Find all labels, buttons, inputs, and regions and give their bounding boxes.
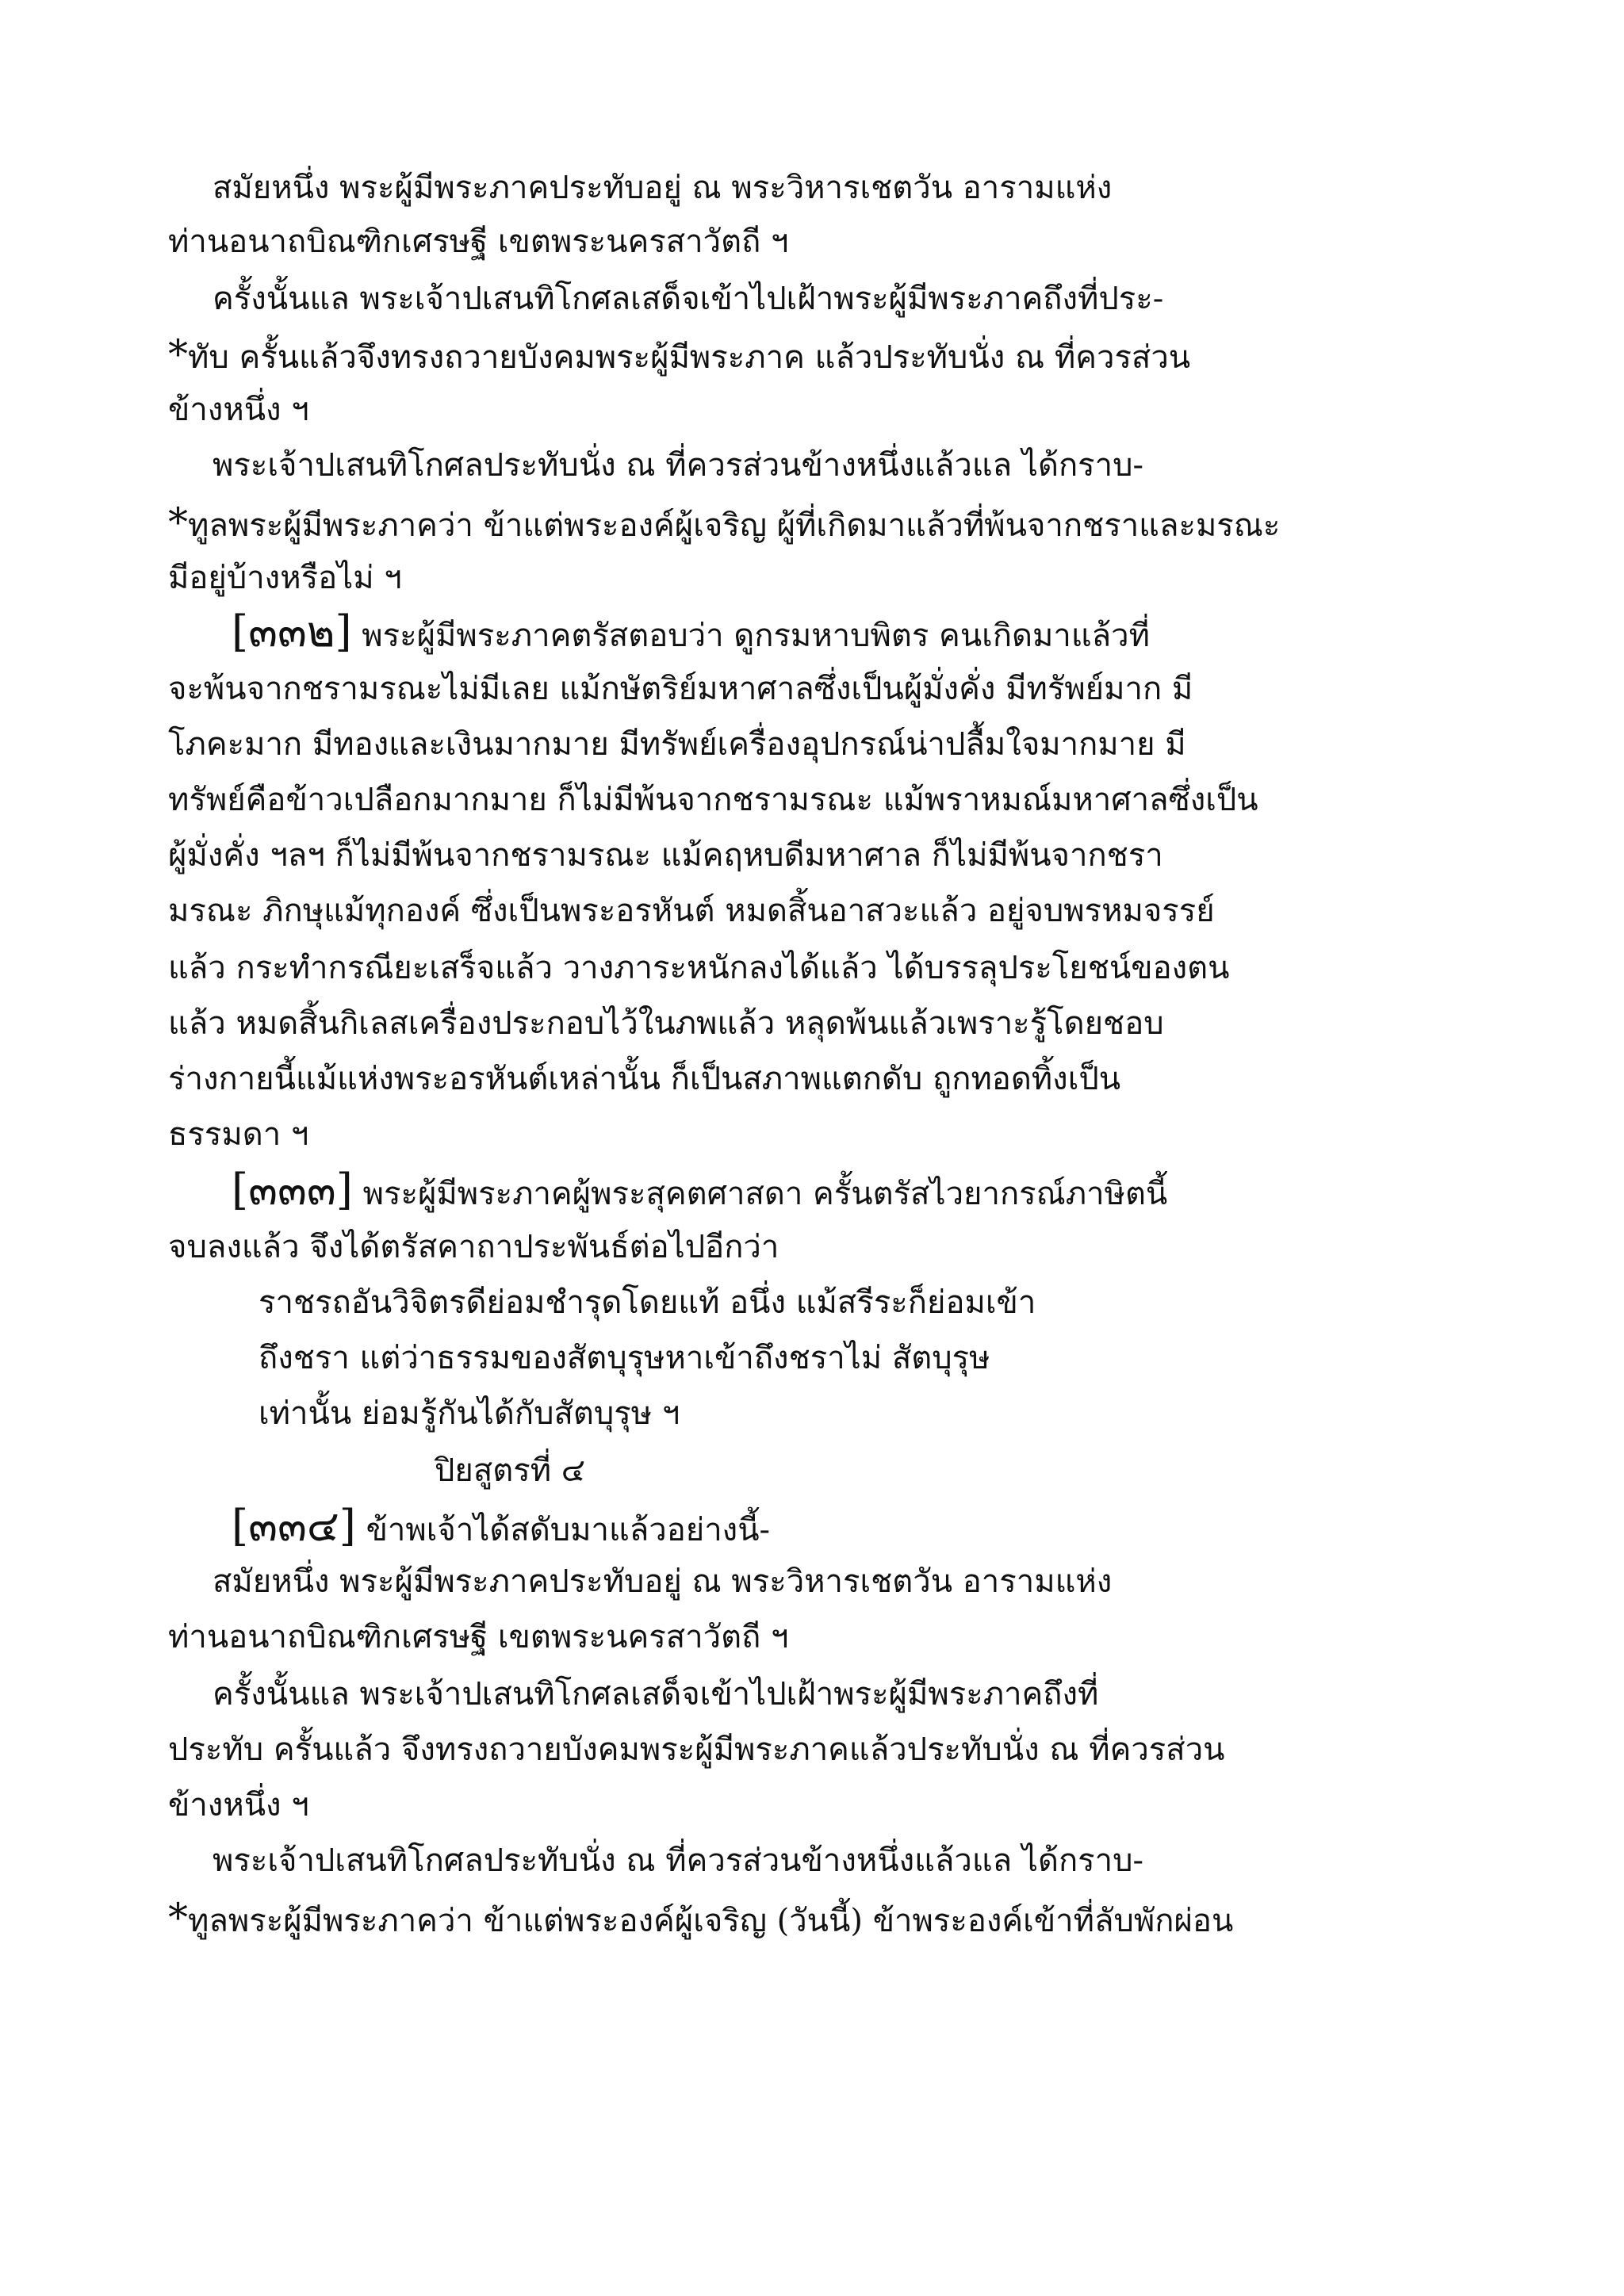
text-line: ธรรมดา ฯ: [168, 1116, 309, 1153]
continuation-mark: *: [168, 499, 188, 545]
text-line: มีอยู่บ้างหรือไม่ ฯ: [168, 560, 402, 596]
text-line: แล้ว กระทำกรณียะเสร็จแล้ว วางภาระหนักลงได้แล้ว ได้บรรลุประโยชน์ของตน: [168, 950, 1230, 986]
text-line: ครั้งนั้นแล พระเจ้าปเสนทิโกศลเสด็จเข้าไปเฝ้าพระผู้มีพระภาคถึงที่ประ-: [213, 281, 1164, 317]
continuation-mark: *: [168, 1895, 188, 1941]
text-line: ท่านอนาถบิณฑิกเศรษฐี เขตพระนครสาวัตถี ฯ: [168, 224, 789, 260]
text-line: ครั้งนั้นแล พระเจ้าปเสนทิโกศลเสด็จเข้าไปเฝ้าพระผู้มีพระภาคถึงที่: [213, 1676, 1099, 1712]
verse-line: ถึงชรา แต่ว่าธรรมของสัตบุรุษหาเข้าถึงชราไม่ สัตบุรุษ: [259, 1340, 990, 1376]
text-line: พระเจ้าปเสนทิโกศลประทับนั่ง ณ ที่ควรส่วนข้างหนึ่งแล้วแล ได้กราบ-: [213, 447, 1144, 484]
text-line: [๓๓๔] ข้าพเจ้าได้สดับมาแล้วอย่างนี้-: [232, 1501, 771, 1551]
text-line: สมัยหนึ่ง พระผู้มีพระภาคประทับอยู่ ณ พระวิหารเชตวัน อารามแห่ง: [213, 170, 1113, 206]
text-line: โภคะมาก มีทองและเงินมากมาย มีทรัพย์เครื่องอุปกรณ์น่าปลื้มใจมากมาย มี: [168, 726, 1186, 763]
text-line: [๓๓๓] พระผู้มีพระภาคผู้พระสุคตศาสดา ครั้นตรัสไวยากรณ์ภาษิตนี้: [232, 1165, 1168, 1215]
text-line: ท่านอนาถบิณฑิกเศรษฐี เขตพระนครสาวัตถี ฯ: [168, 1619, 789, 1655]
section-number: [๓๓๒]: [232, 607, 352, 656]
section-number: [๓๓๔]: [232, 1501, 356, 1551]
text-line: จบลงแล้ว จึงได้ตรัสคาถาประพันธ์ต่อไปอีกว่า: [168, 1229, 779, 1265]
continuation-mark: *: [168, 331, 188, 377]
verse-line: เท่านั้น ย่อมรู้กันได้กับสัตบุรุษ ฯ: [259, 1395, 680, 1432]
text-line: [๓๓๒] พระผู้มีพระภาคตรัสตอบว่า ดูกรมหาบพิตร คนเกิดมาแล้วที่: [232, 607, 1150, 656]
text-line: ร่างกายนี้แม้แห่งพระอรหันต์เหล่านั้น ก็เป็นสภาพแตกดับ ถูกทอดทิ้งเป็น: [168, 1061, 1121, 1097]
text-line: แล้ว หมดสิ้นกิเลสเครื่องประกอบไว้ในภพแล้ว หลุดพ้นแล้วเพราะรู้โดยชอบ: [168, 1005, 1164, 1042]
section-heading: ปิยสูตรที่ ๔: [435, 1452, 586, 1489]
text-line: ข้างหนึ่ง ฯ: [168, 1787, 309, 1823]
text-line: ประทับ ครั้นแล้ว จึงทรงถวายบังคมพระผู้มีพระภาคแล้วประทับนั่ง ณ ที่ควรส่วน: [168, 1732, 1225, 1768]
text-line: สมัยหนึ่ง พระผู้มีพระภาคประทับอยู่ ณ พระวิหารเชตวัน อารามแห่ง: [213, 1563, 1113, 1600]
section-number: [๓๓๓]: [232, 1165, 353, 1215]
text-line: *ทูลพระผู้มีพระภาคว่า ข้าแต่พระองค์ผู้เจริญ ผู้ที่เกิดมาแล้วที่พ้นจากชราและมรณะ: [168, 499, 1281, 545]
text-line: ผู้มั่งคั่ง ฯลฯ ก็ไม่มีพ้นจากชรามรณะ แม้คฤหบดีมหาศาล ก็ไม่มีพ้นจากชรา: [168, 837, 1163, 874]
verse-line: ราชรถอันวิจิตรดีย่อมชำรุดโดยแท้ อนึ่ง แม้สรีระก็ย่อมเข้า: [259, 1284, 1036, 1321]
text-line: มรณะ ภิกษุแม้ทุกองค์ ซึ่งเป็นพระอรหันต์ หมดสิ้นอาสวะแล้ว อยู่จบพรหมจรรย์: [168, 893, 1215, 929]
text-line: ข้างหนึ่ง ฯ: [168, 392, 309, 428]
text-line: ทรัพย์คือข้าวเปลือกมากมาย ก็ไม่มีพ้นจากชรามรณะ แม้พราหมณ์มหาศาลซึ่งเป็น: [168, 782, 1258, 818]
text-line: พระเจ้าปเสนทิโกศลประทับนั่ง ณ ที่ควรส่วนข้างหนึ่งแล้วแล ได้กราบ-: [213, 1843, 1144, 1879]
text-line: *ทับ ครั้นแล้วจึงทรงถวายบังคมพระผู้มีพระภาค แล้วประทับนั่ง ณ ที่ควรส่วน: [168, 331, 1191, 377]
text-line: จะพ้นจากชรามรณะไม่มีเลย แม้กษัตริย์มหาศาลซึ่งเป็นผู้มั่งคั่ง มีทรัพย์มาก มี: [168, 671, 1193, 707]
text-line: *ทูลพระผู้มีพระภาคว่า ข้าแต่พระองค์ผู้เจริญ (วันนี้) ข้าพระองค์เข้าที่ลับพักผ่อน: [168, 1895, 1234, 1941]
